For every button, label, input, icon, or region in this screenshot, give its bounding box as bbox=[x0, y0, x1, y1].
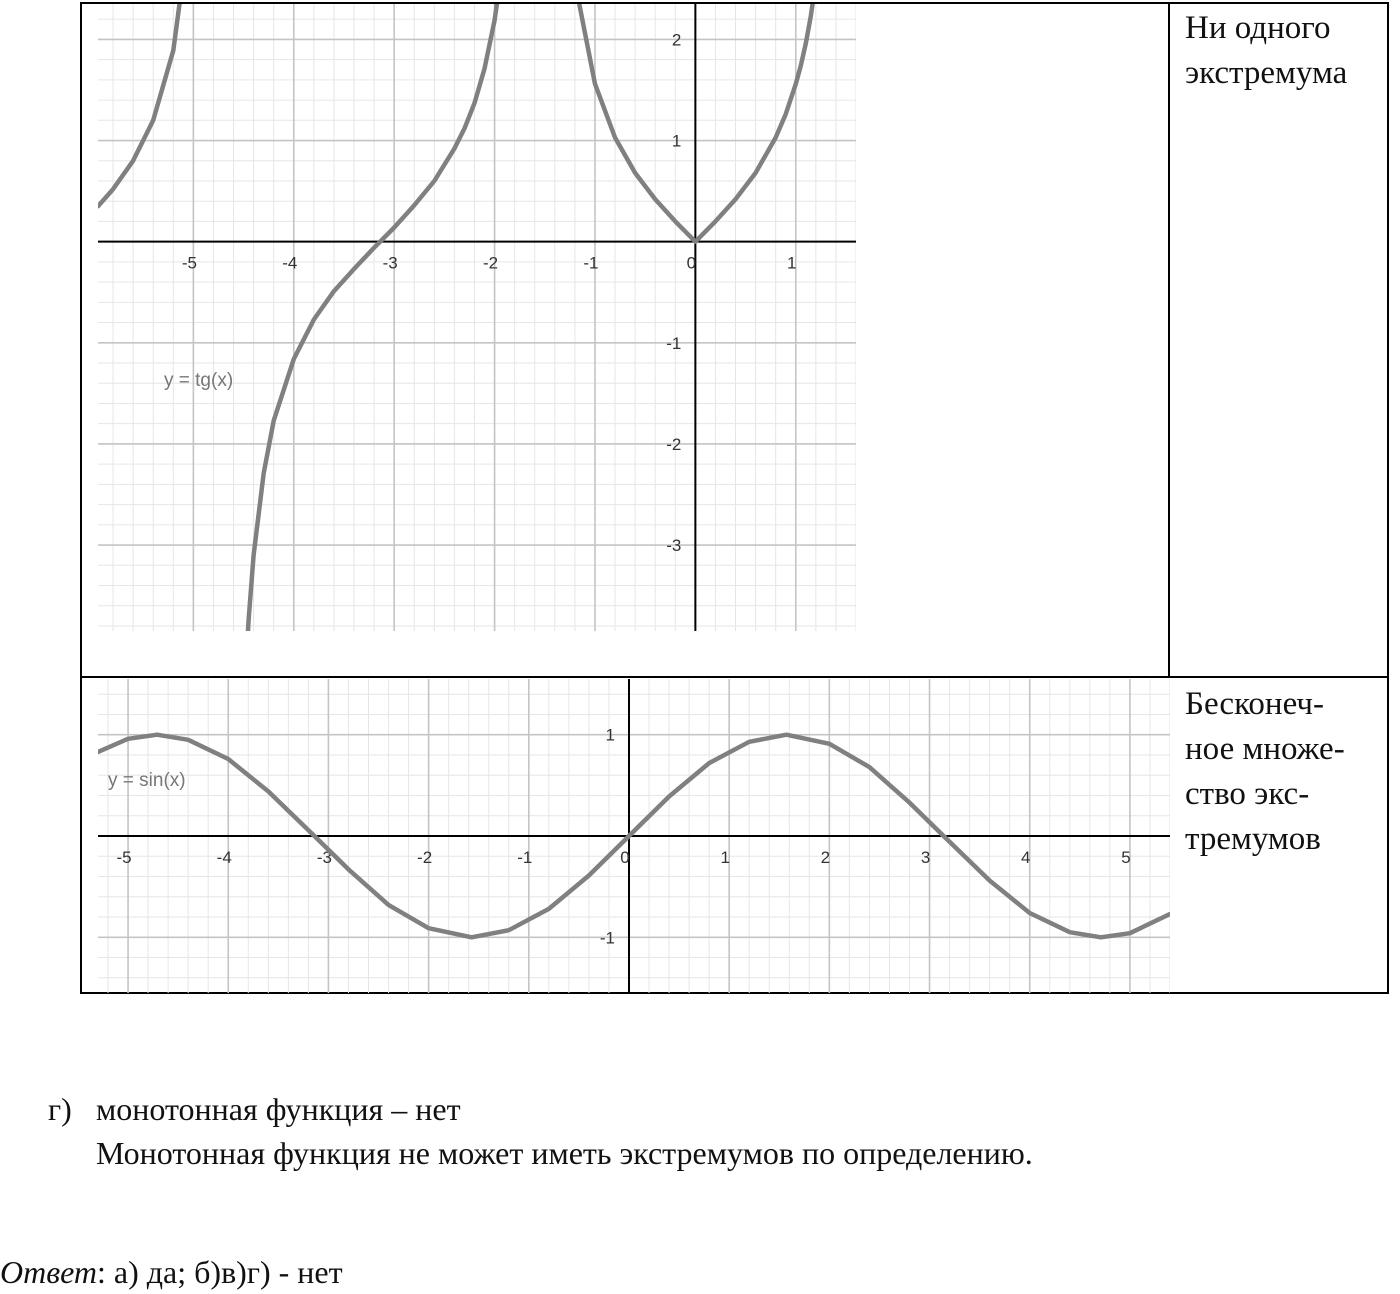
y-tick-label: -1 bbox=[599, 928, 615, 948]
x-tick-label: -3 bbox=[316, 848, 332, 867]
x-tick-label: -5 bbox=[116, 848, 132, 867]
tangent-extremum-description: Ни одного экстремума bbox=[1185, 10, 1348, 91]
x-tick-label: 0 bbox=[620, 848, 630, 867]
sine-extremum-description: Бесконеч- ное множе- ство экс- тремумов bbox=[1185, 686, 1345, 857]
x-tick-label: -1 bbox=[583, 253, 599, 273]
function-label: y = tg(x) bbox=[164, 370, 234, 391]
y-tick-label: -1 bbox=[666, 333, 682, 353]
curve-segment bbox=[224, 4, 530, 631]
x-tick-label: 1 bbox=[720, 848, 730, 867]
y-tick-label: 1 bbox=[671, 131, 682, 151]
x-tick-label: -5 bbox=[181, 253, 197, 273]
curve-segment bbox=[98, 4, 219, 206]
answer-line bbox=[0, 1250, 343, 1294]
tangent-graph bbox=[98, 4, 856, 631]
x-tick-label: 5 bbox=[1121, 848, 1131, 867]
x-tick-label: 0 bbox=[686, 253, 697, 273]
item-g-marker: г) bbox=[48, 1091, 72, 1127]
x-tick-label: -2 bbox=[417, 848, 433, 867]
y-tick-label: 2 bbox=[671, 30, 682, 50]
y-tick-label: -3 bbox=[666, 536, 682, 556]
table-row-divider bbox=[80, 676, 1389, 678]
table-column-divider bbox=[1168, 2, 1170, 677]
x-tick-label: -3 bbox=[382, 253, 398, 273]
sine-graph bbox=[98, 679, 1170, 993]
item-g-statement: монотонная функция – нет bbox=[96, 1091, 461, 1127]
function-curve bbox=[98, 4, 816, 631]
answer-text: : а) да; б)в)г) - нет bbox=[97, 1254, 343, 1290]
y-tick-label: -2 bbox=[666, 434, 682, 454]
x-tick-label: -4 bbox=[216, 848, 232, 867]
item-g-explanation: Монотонная функция не может иметь экстремумов по определению. bbox=[96, 1135, 1033, 1171]
answer-label: Ответ bbox=[0, 1254, 97, 1290]
x-tick-label: -2 bbox=[483, 253, 499, 273]
x-tick-label: -4 bbox=[282, 253, 298, 273]
x-tick-label: 4 bbox=[1021, 848, 1031, 867]
y-tick-label: 1 bbox=[605, 725, 615, 745]
x-tick-label: 1 bbox=[787, 253, 797, 273]
x-tick-label: 3 bbox=[920, 848, 931, 867]
x-tick-label: -1 bbox=[517, 848, 533, 867]
x-tick-label: 2 bbox=[820, 848, 831, 867]
function-label: y = sin(x) bbox=[108, 770, 186, 791]
